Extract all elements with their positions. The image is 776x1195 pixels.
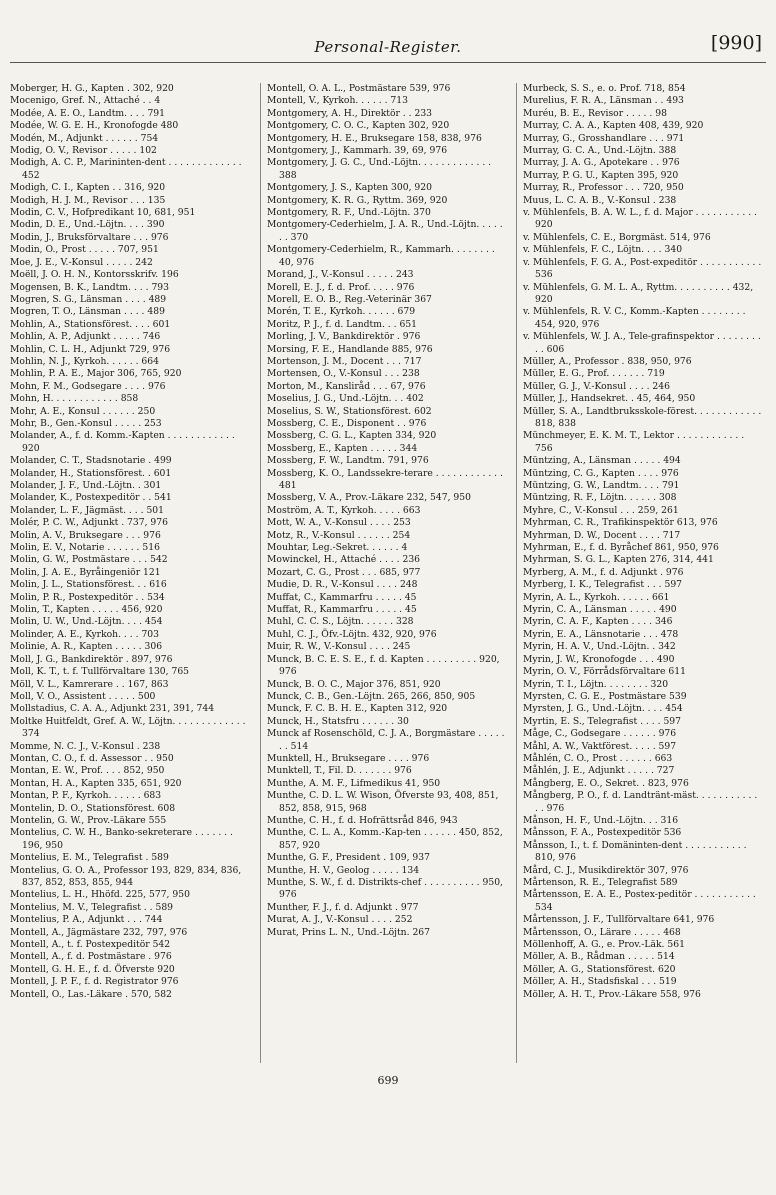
register-entry: Müntzing, A., Länsman . . . . . 494	[523, 455, 681, 467]
register-entry: Montell, A., t. f. Postexpeditör 542	[10, 939, 171, 951]
register-entry: Månsson, F. A., Postexpeditör 536	[523, 827, 682, 839]
register-entry: Mocenigo, Gref. N., Attaché . . 4	[10, 95, 161, 107]
register-entry: Möllenhoff, A. G., e. Prov.-Läk. 561	[523, 939, 685, 951]
register-entry: Modigh, C. I., Kapten . . 316, 920	[10, 182, 166, 194]
register-entry: Muus, L. C. A. B., V.-Konsul . 238	[523, 194, 677, 206]
register-entry: Murat, A. J., V.-Konsul . . . . 252	[267, 914, 413, 926]
register-entry: Måhlén, C. O., Prost . . . . . . 663	[523, 752, 673, 764]
register-entry: Munthe, G. F., President . 109, 937	[267, 852, 430, 864]
register-entry: Myrin, E. A., Länsnotarie . . . 478	[523, 628, 679, 640]
register-entry: Molin, G. W., Postmästare . . . 542	[10, 554, 168, 566]
register-entry: Modig, O. V., Revisor . . . . . 102	[10, 145, 157, 157]
register-entry: Möll, V. L., Kamrerare . . 167, 863	[10, 678, 169, 690]
header-rule	[10, 62, 766, 63]
register-entry: Montell, A., f. d. Postmästare . 976	[10, 951, 172, 963]
register-entry: Myhrman, E., f. d. Byråchef 861, 950, 976	[523, 542, 719, 554]
register-entry: Murbeck, S. S., e. o. Prof. 718, 854	[523, 83, 686, 94]
register-entry: Modin, J., Bruksförvaltare . . . 976	[10, 231, 169, 243]
register-entry: Munck, H., Statsfru . . . . . . 30	[267, 715, 409, 727]
register-entry: Munck, B. O. C., Major 376, 851, 920	[267, 678, 441, 690]
register-entry: Mohlin, P. A. E., Major 306, 765, 920	[10, 368, 182, 380]
register-entry: Montell, V., Kyrkoh. . . . . . 713	[267, 95, 408, 107]
register-entry: Myhrman, D. W., Docent . . . . 717	[523, 529, 681, 541]
register-entry: Montan, H. A., Kapten 335, 651, 920	[10, 777, 182, 789]
register-entry: Mångberg, E. O., Sekret. . 823, 976	[523, 777, 689, 789]
register-entry: v. Mühlenfels, F. G. A., Post-expeditör . . . . . . . . . . . 536	[523, 256, 762, 281]
register-entry: v. Mühlenfels, W. J. A., Tele-grafinspektor . . . . . . . . . . 606	[523, 331, 761, 355]
running-head-title: Personal-Register.	[314, 38, 462, 56]
register-entry: Muffat, C., Kammarfru . . . . . 45	[267, 591, 417, 603]
register-entry: Myrin, A. L., Kyrkoh. . . . . . 661	[523, 591, 670, 603]
register-entry: Montgomery, R. F., Und.-Löjtn. 370	[267, 207, 431, 219]
register-entry: Moëll, J. O. H. N., Kontorsskrifv. 196	[10, 269, 179, 281]
register-entry: Montelin, G. W., Prov.-Läkare 555	[10, 814, 167, 826]
register-entry: Modin, O., Prost . . . . . 707, 951	[10, 244, 159, 256]
register-entry: v. Mühlenfels, F. C., Löjtn. . . . 340	[523, 244, 683, 256]
register-entry: Molander, A., f. d. Komm.-Kapten . . . . . . . . . . . . 920	[10, 430, 235, 454]
register-entry: Mårtensson, O., Lärare . . . . . 468	[523, 926, 681, 938]
register-entry: Montan, E. W., Prof. . . . 852, 950	[10, 765, 165, 777]
register-entry: Möller, A. H., Stadsfiskal . . . 519	[523, 976, 677, 988]
register-entry: Moberger, H. G., Kapten . 302, 920	[10, 83, 174, 94]
register-entry: Munktell, H., Bruksegare . . . . 976	[267, 752, 430, 764]
register-entry: Montgomery, H. E., Bruksegare 158, 838, 976	[267, 132, 482, 144]
register-entry: Morén, T. E., Kyrkoh. . . . . . 679	[267, 306, 416, 318]
register-entry: Mollstadius, C. A. A., Adjunkt 231, 391, 744	[10, 703, 215, 715]
register-column-2	[260, 83, 507, 1063]
register-entry: Mossberg, F. W., Landtm. 791, 976	[267, 455, 429, 467]
register-entry: Myrsten, J. G., Und.-Löjtn. . . . 454	[523, 703, 683, 715]
page-number: 699	[377, 1074, 399, 1087]
register-entry: Mossberg, C. E., Disponent . . 976	[267, 417, 427, 429]
register-entry: Mårtensson, J. F., Tullförvaltare 641, 976	[523, 914, 715, 926]
register-entry: v. Mühlenfels, G. M. L. A., Ryttm. . . . . . . . . . 432, 920	[523, 281, 754, 305]
register-entry: Munktell, T., Fil. D. . . . . . . 976	[267, 765, 412, 777]
register-entry: Montell, J. P. F., f. d. Registrator 976	[10, 976, 179, 988]
register-entry: Modin, D. E., Und.-Löjtn. . . . 390	[10, 219, 165, 231]
register-entry: Montgomery, C. O. C., Kapten 302, 920	[267, 120, 450, 132]
register-entry: Muréu, B. E., Revisor . . . . . 98	[523, 107, 667, 119]
register-entry: Moselius, S. W., Stationsförest. 602	[267, 405, 432, 417]
register-entry: Mård, C. J., Musikdirektör 307, 976	[523, 864, 689, 876]
register-entry: Måhl, A. W., Vaktförest. . . . . 597	[523, 740, 677, 752]
register-entry: Mossberg, V. A., Prov.-Läkare 232, 547, 950	[267, 492, 471, 504]
register-entry: Moritz, P. J., f. d. Landtm. . . 651	[267, 318, 418, 330]
register-entry: Mott, W. A., V.-Konsul . . . . 253	[267, 517, 411, 529]
register-entry: Molin, E. V., Notarie . . . . . . 516	[10, 542, 160, 554]
register-entry: Myhrman, S. G. L., Kapten 276, 314, 441	[523, 554, 714, 566]
register-entry: Montell, G. H. E., f. d. Öfverste 920	[10, 963, 175, 975]
register-entry: Muffat, R., Kammarfru . . . . . 45	[267, 604, 417, 616]
register-entry: Mårtensson, E. A. E., Postex-peditör . . . . . . . . . . . 534	[523, 889, 756, 913]
register-entry: Montelius, M. V., Telegrafist . . 589	[10, 901, 174, 913]
register-entry: Myrin, T. I., Löjtn. . . . . . . . 320	[523, 678, 669, 690]
register-entry: Mohr, A. E., Konsul . . . . . . 250	[10, 405, 156, 417]
register-entry: Montan, C. O., f. d. Assessor . . 950	[10, 752, 174, 764]
register-entry: Morell, E. J., f. d. Prof. . . . . 976	[267, 281, 415, 293]
register-entry: Mohlin, A. P., Adjunkt . . . . . 746	[10, 331, 161, 343]
register-entry: v. Mühlenfels, C. E., Borgmäst. 514, 976	[523, 231, 711, 243]
register-entry: Munthe, A. M. F., Lifmedikus 41, 950	[267, 777, 441, 789]
register-entry: Myrtin, E. S., Telegrafist . . . . 597	[523, 715, 681, 727]
register-entry: Molér, P. C. W., Adjunkt . 737, 976	[10, 517, 168, 529]
register-entry: Molander, K., Postexpeditör . . 541	[10, 492, 172, 504]
register-entry: Mossberg, C. G. L., Kapten 334, 920	[267, 430, 437, 442]
register-entry: Myrsten, C. G. E., Postmästare 539	[523, 690, 687, 702]
register-entry: Montgomery-Cederhielm, R., Kammarh. . . . . . . . 40, 976	[267, 244, 495, 268]
register-entry: Murray, R., Professor . . . 720, 950	[523, 182, 684, 194]
register-entry: Munck af Rosenschöld, C. J. A., Borgmästare . . . . . . . 514	[267, 728, 505, 752]
register-entry: Moe, J. E., V.-Konsul . . . . . 242	[10, 256, 153, 268]
register-entry: Montell, O., Las.-Läkare . 570, 582	[10, 988, 172, 1000]
register-entry: Molander, L. F., Jägmäst. . . . 501	[10, 504, 164, 516]
register-entry: Montan, P. F., Kyrkoh. . . . . . 683	[10, 790, 162, 802]
register-entry: Månsson, I., t. f. Domäninten-dent . . . . . . . . . . . 810, 976	[523, 839, 747, 864]
register-entry: Måhlén, J. E., Adjunkt . . . . . 727	[523, 765, 675, 777]
register-entry: Mogensen, B. K., Landtm. . . . 793	[10, 281, 169, 293]
register-entry: Månson, H. F., Und.-Löjtn. . . 316	[523, 814, 679, 826]
register-entry: Montgomery, J. G. C., Und.-Löjtn. . . . . . . . . . . . . 388	[267, 157, 492, 181]
register-entry: Molin, U. W., Und.-Löjtn. . . . 454	[10, 616, 163, 628]
register-entry: Müller, A., Professor . 838, 950, 976	[523, 355, 692, 367]
register-entry: Mowinckel, H., Attaché . . . . 236	[267, 554, 421, 566]
register-entry: Munck, C. B., Gen.-Löjtn. 265, 266, 850, 905	[267, 690, 476, 702]
register-entry: Mortensen, O., V.-Konsul . . . 238	[267, 368, 420, 380]
register-entry: Murray, J. A. G., Apotekare . . 976	[523, 157, 680, 169]
register-entry: Mouhtar, Leg.-Sekret. . . . . . 4	[267, 542, 408, 554]
register-entry: Munthe, S. W., f. d. Distrikts-chef . . . . . . . . . . 950, 976	[267, 877, 503, 901]
register-entry: Modin, C. V., Hofpredikant 10, 681, 951	[10, 207, 196, 219]
register-entry: Mohn, H. . . . . . . . . . . . 858	[10, 393, 139, 405]
register-entry: Morell, E. O. B., Reg.-Veterinär 367	[267, 293, 432, 305]
register-entry: Molander, C. T., Stadsnotarie . 499	[10, 455, 172, 467]
register-entry: Mossberg, E., Kapten . . . . . 344	[267, 442, 418, 454]
register-entry: Modigh, H. J. M., Revisor . . . 135	[10, 194, 166, 206]
register-entry: Modée, A. E. O., Landtm. . . . 791	[10, 107, 165, 119]
register-entry: Molin, T., Kapten . . . . . 456, 920	[10, 604, 163, 616]
register-entry: Molin, P. R., Postexpeditör . . 534	[10, 591, 165, 603]
register-entry: Myrberg, A. M., f. d. Adjunkt . 976	[523, 566, 684, 578]
register-entry: Montelius, G. O. A., Professor 193, 829, 834, 836, 837, 852, 853, 855, 944	[10, 864, 242, 888]
register-entry: Möller, A. B., Rådman . . . . . 514	[523, 951, 675, 963]
register-entry: Munther, F. J., f. d. Adjunkt . 977	[267, 901, 419, 913]
page-tag: [990]	[710, 32, 762, 54]
register-entry: Munthe, C. L. A., Komm.-Kap-ten . . . . . . 450, 852, 857, 920	[267, 827, 503, 851]
register-entry: Moselius, J. G., Und.-Löjtn. . . 402	[267, 393, 424, 405]
register-entry: Murray, C. A. A., Kapten 408, 439, 920	[523, 120, 704, 132]
register-entry: Myrberg, I. K., Telegrafist . . . 597	[523, 579, 683, 591]
register-entry: Modigh, A. C. P., Marininten-dent . . . . . . . . . . . . . 452	[10, 157, 242, 181]
register-entry: Myrin, C. A. F., Kapten . . . . 346	[523, 616, 673, 628]
register-entry: Müller, J., Handsekret. . 45, 464, 950	[523, 393, 696, 405]
register-entry: Moll, K. T., t. f. Tullförvaltare 130, 765	[10, 666, 190, 678]
register-entry: Münchmeyer, E. K. M. T., Lektor . . . . . . . . . . . . 756	[523, 430, 745, 454]
register-column-1	[10, 83, 250, 1001]
register-entry: Müntzing, C. G., Kapten . . . . 976	[523, 467, 679, 479]
register-entry: Morling, J. V., Bankdirektör . 976	[267, 331, 421, 343]
register-entry: Munthe, C. H., f. d. Hofrättsråd 846, 943	[267, 814, 458, 826]
register-entry: Myhre, C., V.-Konsul . . . 259, 261	[523, 504, 679, 516]
register-entry: Molinie, A. R., Kapten . . . . . 306	[10, 641, 163, 653]
register-entry: Murray, G. C. A., Und.-Löjtn. 388	[523, 145, 677, 157]
register-entry: Motz, R., V.-Konsul . . . . . . 254	[267, 529, 411, 541]
register-entry: Montgomery-Cederhielm, J. A. R., Und.-Löjtn. . . . . . . 370	[267, 219, 503, 243]
register-entry: Mogren, S. G., Länsman . . . . 489	[10, 293, 167, 305]
register-entry: Muhl, C. J., Öfv.-Löjtn. 432, 920, 976	[267, 628, 437, 640]
register-entry: Myrin, J. W., Kronofogde . . . 490	[523, 653, 675, 665]
register-entry: Montgomery, A. H., Direktör . . 233	[267, 107, 433, 119]
register-entry: Möller, A. H. T., Prov.-Läkare 558, 976	[523, 988, 701, 1000]
register-entry: Mångberg, P. O., f. d. Landtränt-mäst. . . . . . . . . . . . . 976	[523, 790, 758, 814]
register-entry: Mohn, F. M., Godsegare . . . . 976	[10, 380, 166, 392]
register-entry: Morand, J., V.-Konsul . . . . . 243	[267, 269, 414, 281]
register-entry: Mohlin, C. L. H., Adjunkt 729, 976	[10, 343, 171, 355]
register-entry: Mortenson, J. M., Docent . . . 717	[267, 355, 422, 367]
register-entry: Molin, A. V., Bruksegare . . . 976	[10, 529, 161, 541]
register-entry: Mohlin, A., Stationsförest. . . . 601	[10, 318, 171, 330]
register-entry: Myrin, C. A., Länsman . . . . . 490	[523, 604, 677, 616]
register-entry: Molin, J. A. E., Byråingeniör 121	[10, 566, 161, 578]
register-entry: Myhrman, C. R., Trafikinspektör 613, 976	[523, 517, 718, 529]
register-entry: Müller, E. G., Prof. . . . . . . 719	[523, 368, 665, 380]
register-entry: Moström, A. T., Kyrkoh. . . . . 663	[267, 504, 421, 516]
register-entry: Muir, R. W., V.-Konsul . . . . 245	[267, 641, 411, 653]
register-entry: Müller, S. A., Landtbruksskole-förest. . . . . . . . . . . . 818, 838	[523, 405, 762, 429]
register-entry: Montgomery, J. S., Kapten 300, 920	[267, 182, 432, 194]
register-entry: Munthe, H. V., Geolog . . . . . 134	[267, 864, 420, 876]
register-entry: Molander, H., Stationsförest. . 601	[10, 467, 172, 479]
register-entry: Montgomery, K. R. G., Ryttm. 369, 920	[267, 194, 448, 206]
register-entry: Molinder, A. E., Kyrkoh. . . . 703	[10, 628, 159, 640]
register-entry: Munck, F. C. B. H. E., Kapten 312, 920	[267, 703, 448, 715]
register-entry: Morton, M., Kansliråd . . . 67, 976	[267, 380, 426, 392]
register-entry: Mossberg, K. O., Landssekre-terare . . . . . . . . . . . . 481	[267, 467, 503, 491]
register-entry: Montell, O. A. L., Postmästare 539, 976	[267, 83, 451, 94]
register-entry: v. Mühlenfels, R. V. C., Komm.-Kapten . . . . . . . . 454, 920, 976	[523, 306, 746, 330]
register-entry: Montelius, L. H., Hhöfd. 225, 577, 950	[10, 889, 190, 901]
register-entry: Munthe, C. D. L. W. Wison, Öfverste 93, 408, 851, 852, 858, 915, 968	[267, 790, 499, 814]
register-entry: Mårtenson, R. E., Telegrafist 589	[523, 877, 678, 888]
register-entry: Moll, J. G., Bankdirektör . 897, 976	[10, 653, 173, 665]
register-entry: Mohlin, N. J., Kyrkoh. . . . . . 664	[10, 355, 159, 367]
register-entry: Murat, Prins L. N., Und.-Löjtn. 267	[267, 926, 430, 938]
register-entry: Moll, V. O., Assistent . . . . . 500	[10, 690, 156, 702]
register-entry: v. Mühlenfels, B. A. W. L., f. d. Major . . . . . . . . . . . 920	[523, 207, 757, 231]
register-entry: Montelius, P. A., Adjunkt . . . 744	[10, 914, 163, 926]
register-entry: Momme, N. C. J., V.-Konsul . 238	[10, 740, 161, 752]
register-entry: Måge, C., Godsegare . . . . . . 976	[523, 728, 677, 740]
register-entry: Myrin, O. V., Förrådsförvaltare 611	[523, 666, 686, 678]
register-entry: Muhl, C. C. S., Löjtn. . . . . . 328	[267, 616, 414, 628]
register-entry: Mohr, B., Gen.-Konsul . . . . . 253	[10, 417, 162, 429]
register-entry: Müntzing, R. F., Löjtn. . . . . . 308	[523, 492, 677, 504]
register-entry: Müller, G. J., V.-Konsul . . . . 246	[523, 380, 670, 392]
register-entry: Munck, B. C. E. S. E., f. d. Kapten . . . . . . . . . 920, 976	[267, 653, 500, 678]
register-entry: Montelius, C. W. H., Banko-sekreterare . . . . . . . 196, 950	[10, 827, 233, 851]
register-entry: Molin, J. L., Stationsförest. . . 616	[10, 579, 167, 591]
register-column-3	[516, 83, 763, 1063]
register-entry: Müntzing, G. W., Landtm. . . . 791	[523, 480, 680, 491]
register-entry: Murray, G., Grosshandlare . . . 971	[523, 132, 685, 144]
register-entry: Moltke Huitfeldt, Gref. A. W., Löjtn. . . . . . . . . . . . . 374	[10, 715, 246, 740]
register-entry: Morsing, F. E., Handlande 885, 976	[267, 343, 433, 355]
register-entry: Mudie, D. R., V.-Konsul . . . . 248	[267, 579, 418, 591]
register-entry: Montgomery, J., Kammarh. 39, 69, 976	[267, 145, 448, 157]
register-entry: Molander, J. F., Und.-Löjtn. . 301	[10, 480, 162, 491]
register-entry: Montelius, E. M., Telegrafist . 589	[10, 852, 169, 864]
register-entry: Myrin, H. A. V., Und.-Löjtn. . 342	[523, 641, 676, 653]
register-entry: Modén, M., Adjunkt . . . . . . 754	[10, 132, 159, 144]
register-entry: Montelin, D. O., Stationsförest. 608	[10, 802, 176, 814]
register-entry: Modée, W. G. E. H., Kronofogde 480	[10, 120, 179, 132]
register-entry: Montell, A., Jägmästare 232, 797, 976	[10, 926, 188, 938]
register-entry: Murelius, F. R. A., Länsman . . 493	[523, 95, 684, 107]
register-entry: Mozart, C. G., Prost . . . 685, 977	[267, 566, 421, 578]
register-entry: Mogren, T. O., Länsman . . . . 489	[10, 306, 165, 318]
register-entry: Möller, A. G., Stationsförest. 620	[523, 963, 676, 975]
register-entry: Murray, P. G. U., Kapten 395, 920	[523, 169, 679, 181]
